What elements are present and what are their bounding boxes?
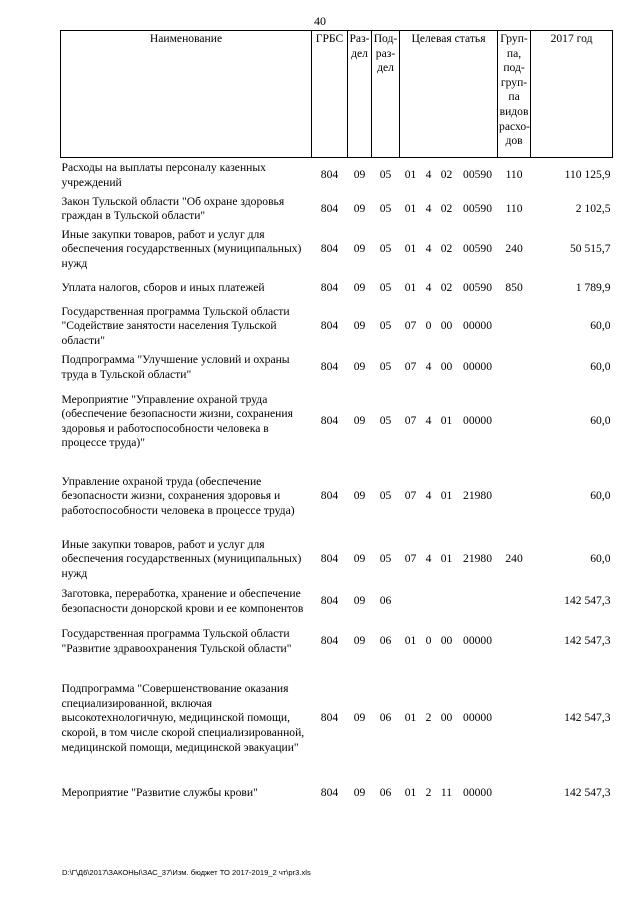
row-razdel: 09 <box>353 552 366 566</box>
row-razdel: 09 <box>353 168 366 182</box>
row-podrazdel: 05 <box>379 281 392 295</box>
table-row <box>61 585 613 619</box>
row-sum-2017: 1 789,9 <box>575 281 611 295</box>
row-podrazdel: 06 <box>379 786 392 800</box>
table-row <box>61 351 613 385</box>
row-target-program: 01 <box>404 281 417 295</box>
row-target-program: 01 <box>404 634 417 648</box>
row-razdel: 09 <box>353 281 366 295</box>
row-grbs: 804 <box>320 786 339 800</box>
row-sum-2017: 60,0 <box>590 360 611 374</box>
row-target-direction: 00590 <box>463 242 493 256</box>
row-sum-2017: 60,0 <box>590 552 611 566</box>
table-row <box>61 194 613 225</box>
row-expense-type: 850 <box>505 281 523 295</box>
row-name: Закон Тульской области "Об охране здоровья граждан в Тульской области" <box>61 194 285 223</box>
header-year: 2017 год <box>531 31 613 158</box>
row-podrazdel: 05 <box>379 168 392 182</box>
row-name: Мероприятие "Развитие службы крови" <box>61 786 258 800</box>
row-razdel: 09 <box>353 634 366 648</box>
table-row <box>61 773 613 815</box>
row-grbs: 804 <box>320 489 339 503</box>
row-name: Управление охраной труда (обеспечение безопасности жизни, сохранения здоровья и работоспособности человека в процессе труда) <box>61 474 295 517</box>
row-expense-type <box>498 385 531 459</box>
file-path-footer: D:\Г\Д6\2017\ЗАКОНЫ\ЗАС_37\Изм. бюджет ТО 2017-2019_2 чт\pr3.xls <box>62 868 311 877</box>
row-target-event: 00 <box>440 319 453 333</box>
table-row <box>61 619 613 665</box>
header-name: Наименование <box>61 31 312 158</box>
row-podrazdel: 05 <box>379 489 392 503</box>
row-razdel: 09 <box>353 201 366 215</box>
row-target-direction: 00590 <box>463 201 493 215</box>
table-row <box>61 225 613 275</box>
header-vid: Груп-па, под-груп-па видов расхо-дов <box>498 31 531 158</box>
row-grbs: 804 <box>320 319 339 333</box>
row-razdel: 09 <box>353 242 366 256</box>
budget-table <box>60 30 613 815</box>
row-grbs: 804 <box>320 281 339 295</box>
row-grbs: 804 <box>320 414 339 428</box>
row-name: Государственная программа Тульской области "Содействие занятости населения Тульской области" <box>61 304 290 347</box>
table-header-row <box>61 31 613 158</box>
row-target-event: 01 <box>440 489 453 503</box>
row-name: Подпрограмма "Совершенствование оказания специализированной, включая высокотехнологичную, медицинской помощи, скорой, в том числе скорой специализированной, медицинской помощи, медицинской эвакуации" <box>61 682 305 754</box>
row-target-direction: 00000 <box>463 711 493 725</box>
row-sum-2017: 142 547,3 <box>564 786 611 800</box>
table-row <box>61 385 613 459</box>
row-podrazdel: 06 <box>379 634 392 648</box>
row-target-event: 11 <box>440 786 453 800</box>
row-sum-2017: 142 547,3 <box>564 711 611 725</box>
row-name: Уплата налогов, сборов и иных платежей <box>61 281 265 295</box>
header-razdel: Раз-дел <box>348 31 372 158</box>
row-target-subprogram: 0 <box>425 319 432 333</box>
row-target-event: 00 <box>440 634 453 648</box>
header-grbs: ГРБС <box>312 31 348 158</box>
row-target-subprogram: 4 <box>425 489 432 503</box>
row-name: Иные закупки товаров, работ и услуг для обеспечения государственных (муниципальных) нужд <box>61 227 302 270</box>
row-grbs: 804 <box>320 552 339 566</box>
row-target-subprogram: 4 <box>425 414 432 428</box>
row-target-direction: 00000 <box>463 319 493 333</box>
row-target-event: 01 <box>440 414 453 428</box>
row-grbs: 804 <box>320 711 339 725</box>
row-razdel: 09 <box>353 360 366 374</box>
row-razdel: 09 <box>353 414 366 428</box>
header-target: Целевая статья <box>400 31 498 158</box>
row-expense-type: 110 <box>505 168 523 182</box>
row-grbs: 804 <box>320 634 339 648</box>
row-target-program: 07 <box>404 414 417 428</box>
row-expense-type <box>498 665 531 773</box>
row-expense-type <box>498 773 531 815</box>
row-target-program: 01 <box>404 711 417 725</box>
row-target-subprogram: 4 <box>425 242 432 256</box>
row-target-subprogram: 4 <box>425 552 432 566</box>
table-row <box>61 158 613 194</box>
row-expense-type <box>498 585 531 619</box>
row-target-subprogram <box>422 585 436 619</box>
page-number: 40 <box>314 14 326 28</box>
row-target-event: 00 <box>440 711 453 725</box>
row-target-direction: 21980 <box>463 489 493 503</box>
table-row <box>61 535 613 585</box>
row-podrazdel: 05 <box>379 242 392 256</box>
row-name: Иные закупки товаров, работ и услуг для обеспечения государственных (муниципальных) нужд <box>61 537 302 580</box>
row-target-program: 01 <box>404 168 417 182</box>
row-grbs: 804 <box>320 594 339 608</box>
row-target-direction: 21980 <box>463 552 493 566</box>
row-target-subprogram: 4 <box>425 201 432 215</box>
row-podrazdel: 05 <box>379 552 392 566</box>
row-podrazdel: 05 <box>379 414 392 428</box>
row-expense-type <box>498 459 531 535</box>
row-sum-2017: 110 125,9 <box>564 168 611 182</box>
row-target-program: 07 <box>404 552 417 566</box>
row-target-event: 02 <box>440 281 453 295</box>
row-expense-type <box>498 303 531 351</box>
row-target-direction <box>458 585 498 619</box>
row-expense-type: 110 <box>505 201 523 215</box>
row-podrazdel: 05 <box>379 201 392 215</box>
table-row <box>61 459 613 535</box>
row-podrazdel: 06 <box>379 711 392 725</box>
row-sum-2017: 60,0 <box>590 489 611 503</box>
row-target-event: 01 <box>440 552 453 566</box>
row-target-program: 01 <box>404 786 417 800</box>
row-grbs: 804 <box>320 201 339 215</box>
row-razdel: 09 <box>353 489 366 503</box>
row-target-program: 07 <box>404 360 417 374</box>
row-target-program: 01 <box>404 242 417 256</box>
row-sum-2017: 2 102,5 <box>575 201 611 215</box>
row-razdel: 09 <box>353 594 366 608</box>
row-name: Государственная программа Тульской области "Развитие здравоохранения Тульской области" <box>61 627 292 655</box>
row-target-subprogram: 2 <box>425 786 432 800</box>
table-row <box>61 275 613 303</box>
row-razdel: 09 <box>353 711 366 725</box>
row-target-direction: 00590 <box>463 168 493 182</box>
row-target-program <box>400 585 422 619</box>
row-name: Заготовка, переработка, хранение и обеспечение безопасности донорской крови и ее компонентов <box>61 587 304 615</box>
row-target-subprogram: 0 <box>425 634 432 648</box>
row-expense-type <box>498 351 531 385</box>
row-name: Расходы на выплаты персоналу казенных учреждений <box>61 161 266 189</box>
row-podrazdel: 05 <box>379 319 392 333</box>
row-target-event: 02 <box>440 201 453 215</box>
row-target-direction: 00000 <box>463 634 493 648</box>
row-sum-2017: 60,0 <box>590 319 611 333</box>
row-sum-2017: 50 515,7 <box>569 242 611 256</box>
row-target-event: 02 <box>440 242 453 256</box>
row-target-subprogram: 4 <box>425 360 432 374</box>
row-name: Подпрограмма "Улучшение условий и охраны труда в Тульской области" <box>61 353 290 381</box>
row-sum-2017: 142 547,3 <box>564 594 611 608</box>
row-podrazdel: 06 <box>379 594 392 608</box>
row-expense-type: 240 <box>505 552 523 566</box>
row-target-subprogram: 2 <box>425 711 432 725</box>
row-target-program: 07 <box>404 319 417 333</box>
row-sum-2017: 142 547,3 <box>564 634 611 648</box>
row-target-event <box>436 585 458 619</box>
table-row <box>61 303 613 351</box>
row-expense-type: 240 <box>505 242 523 256</box>
row-target-direction: 00590 <box>463 281 493 295</box>
row-sum-2017: 60,0 <box>590 414 611 428</box>
table-row <box>61 665 613 773</box>
row-target-program: 01 <box>404 201 417 215</box>
table-body <box>61 158 613 815</box>
row-target-event: 00 <box>440 360 453 374</box>
row-grbs: 804 <box>320 242 339 256</box>
row-target-program: 07 <box>404 489 417 503</box>
row-razdel: 09 <box>353 319 366 333</box>
row-target-subprogram: 4 <box>425 281 432 295</box>
row-target-direction: 00000 <box>463 360 493 374</box>
row-grbs: 804 <box>320 168 339 182</box>
row-razdel: 09 <box>353 786 366 800</box>
row-expense-type <box>498 619 531 665</box>
row-target-direction: 00000 <box>463 414 493 428</box>
row-target-subprogram: 4 <box>425 168 432 182</box>
row-grbs: 804 <box>320 360 339 374</box>
header-podrazdel: Под-раз-дел <box>372 31 400 158</box>
row-target-event: 02 <box>440 168 453 182</box>
row-podrazdel: 05 <box>379 360 392 374</box>
row-target-direction: 00000 <box>463 786 493 800</box>
row-name: Мероприятие "Управление охраной труда (обеспечение безопасности жизни, сохранения здоровья и работоспособности человека в процессе труда)" <box>61 392 293 450</box>
